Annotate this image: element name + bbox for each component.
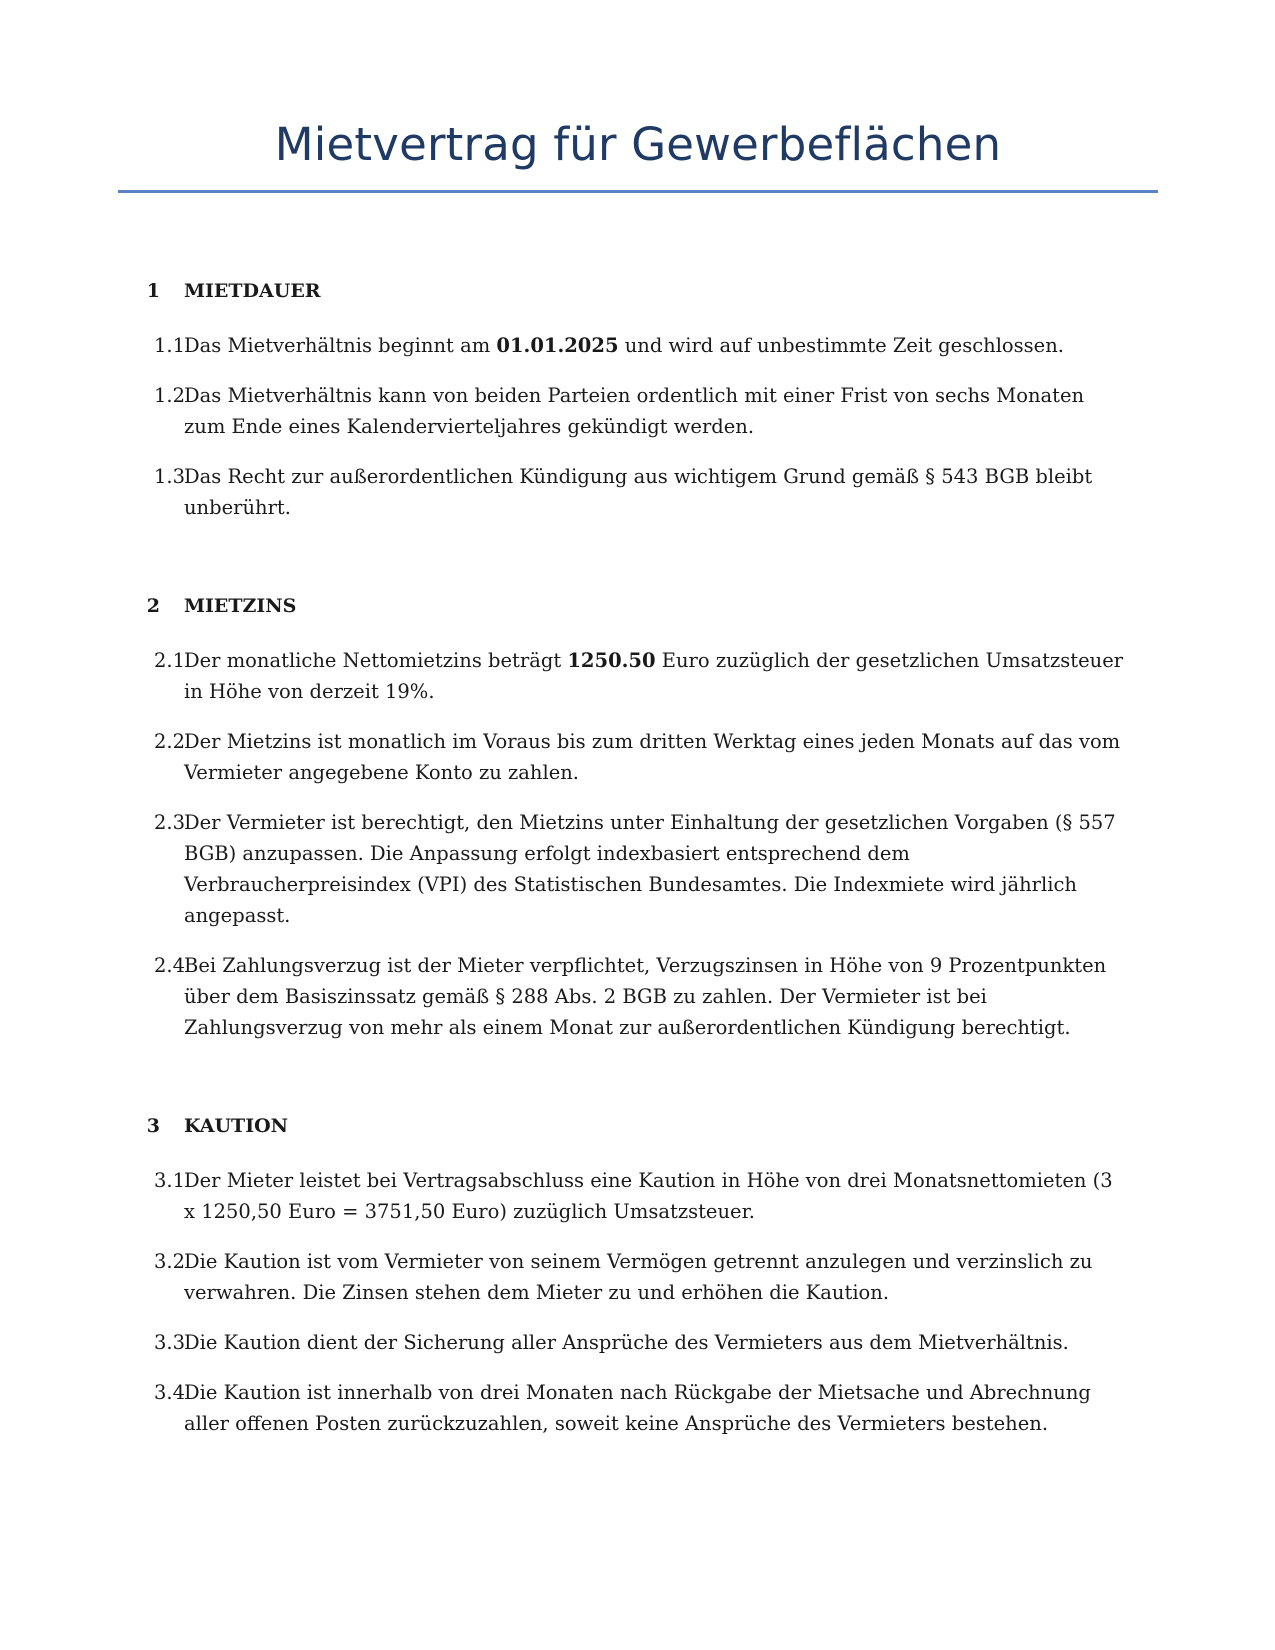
clause-text-part: Das Mietverhältnis beginnt am (184, 334, 497, 357)
clause-bold-value: 1250.50 (567, 649, 656, 672)
clause-text: Der Mieter leistet bei Vertragsabschluss eine Kaution in Höhe von drei Monatsnettomieten (3 x 1250,50 Euro = 3751,50 Euro) zuzüglich Umsatzsteuer. (184, 1169, 1113, 1223)
clause-text: Bei Zahlungsverzug ist der Mieter verpflichtet, Verzugszinsen in Höhe von 9 Prozentpunkten über dem Basiszinssatz gemäß § 288 Abs. 2 BGB zu zahlen. Der Vermieter ist bei Zahlungsverzug von mehr als einem Monat zur außerordentlichen Kündigung berechtigt. (184, 954, 1107, 1039)
clause (118, 645, 1128, 707)
clause (118, 1377, 1128, 1439)
clause (118, 1246, 1128, 1308)
section-title: KAUTION (184, 1115, 288, 1137)
section-heading (118, 593, 1128, 619)
clause-text (184, 645, 1128, 707)
section-title: MIETDAUER (184, 280, 321, 302)
document-title: Mietvertrag für Gewerbeflächen (274, 118, 1002, 171)
section-heading (118, 1113, 1128, 1139)
clause (118, 950, 1128, 1043)
section-mietzins (118, 593, 1128, 1043)
clause (118, 1327, 1128, 1358)
clause (118, 807, 1128, 931)
clause-number: 2.2 (154, 730, 186, 753)
section-number: 3 (146, 1115, 160, 1137)
clause-text-part: Euro zuzüglich der gesetzlichen Umsatzsteuer in Höhe von derzeit 19%. (184, 649, 1124, 703)
clause-bold-value: 01.01.2025 (496, 334, 619, 357)
section-number: 2 (146, 595, 160, 617)
clause-text: Der Mietzins ist monatlich im Voraus bis zum dritten Werktag eines jeden Monats auf das vom Vermieter angegebene Konto zu zahlen. (184, 730, 1121, 784)
clause-text: Das Mietverhältnis kann von beiden Parteien ordentlich mit einer Frist von sechs Monaten zum Ende eines Kalendervierteljahres gekündigt werden. (184, 384, 1085, 438)
clause (118, 380, 1128, 442)
clause-number: 1.3 (154, 465, 186, 488)
clause (118, 461, 1128, 523)
section-heading (118, 278, 1128, 304)
clause-text-part: und wird auf unbestimmte Zeit geschlossen. (618, 334, 1064, 357)
clause (118, 726, 1128, 788)
clause-text (184, 330, 1128, 361)
clause (118, 1165, 1128, 1227)
clause-number: 2.4 (154, 954, 186, 977)
document-body (118, 278, 1128, 1439)
section-mietdauer (118, 278, 1128, 523)
clause-text: Das Recht zur außerordentlichen Kündigung aus wichtigem Grund gemäß § 543 BGB bleibt unberührt. (184, 465, 1093, 519)
clause-text-part: Der monatliche Nettomietzins beträgt (184, 649, 568, 672)
clause-text: Die Kaution ist vom Vermieter von seinem Vermögen getrennt anzulegen und verzinslich zu verwahren. Die Zinsen stehen dem Mieter zu und erhöhen die Kaution. (184, 1250, 1093, 1304)
clause-number: 1.2 (154, 384, 186, 407)
section-kaution (118, 1113, 1128, 1439)
section-number: 1 (146, 280, 160, 302)
clause-text: Die Kaution dient der Sicherung aller Ansprüche des Vermieters aus dem Mietverhältnis. (184, 1331, 1069, 1354)
clause-text: Der Vermieter ist berechtigt, den Mietzins unter Einhaltung der gesetzlichen Vorgaben (§ 557 BGB) anzupassen. Die Anpassung erfolgt indexbasiert entsprechend dem Verbraucherpreisindex (VPI) des Statistischen Bundesamtes. Die Indexmiete wird jährlich angepasst. (184, 811, 1116, 927)
clause (118, 330, 1128, 361)
clause-number: 3.3 (154, 1331, 186, 1354)
clause-number: 1.1 (154, 334, 186, 357)
clause-number: 3.1 (154, 1169, 186, 1192)
clause-number: 2.1 (154, 649, 186, 672)
clause-text: Die Kaution ist innerhalb von drei Monaten nach Rückgabe der Mietsache und Abrechnung aller offenen Posten zurückzuzahlen, soweit keine Ansprüche des Vermieters bestehen. (184, 1381, 1091, 1435)
title-underline (118, 190, 1158, 193)
section-title: MIETZINS (184, 595, 297, 617)
clause-number: 3.2 (154, 1250, 186, 1273)
clause-number: 2.3 (154, 811, 186, 834)
clause-number: 3.4 (154, 1381, 186, 1404)
